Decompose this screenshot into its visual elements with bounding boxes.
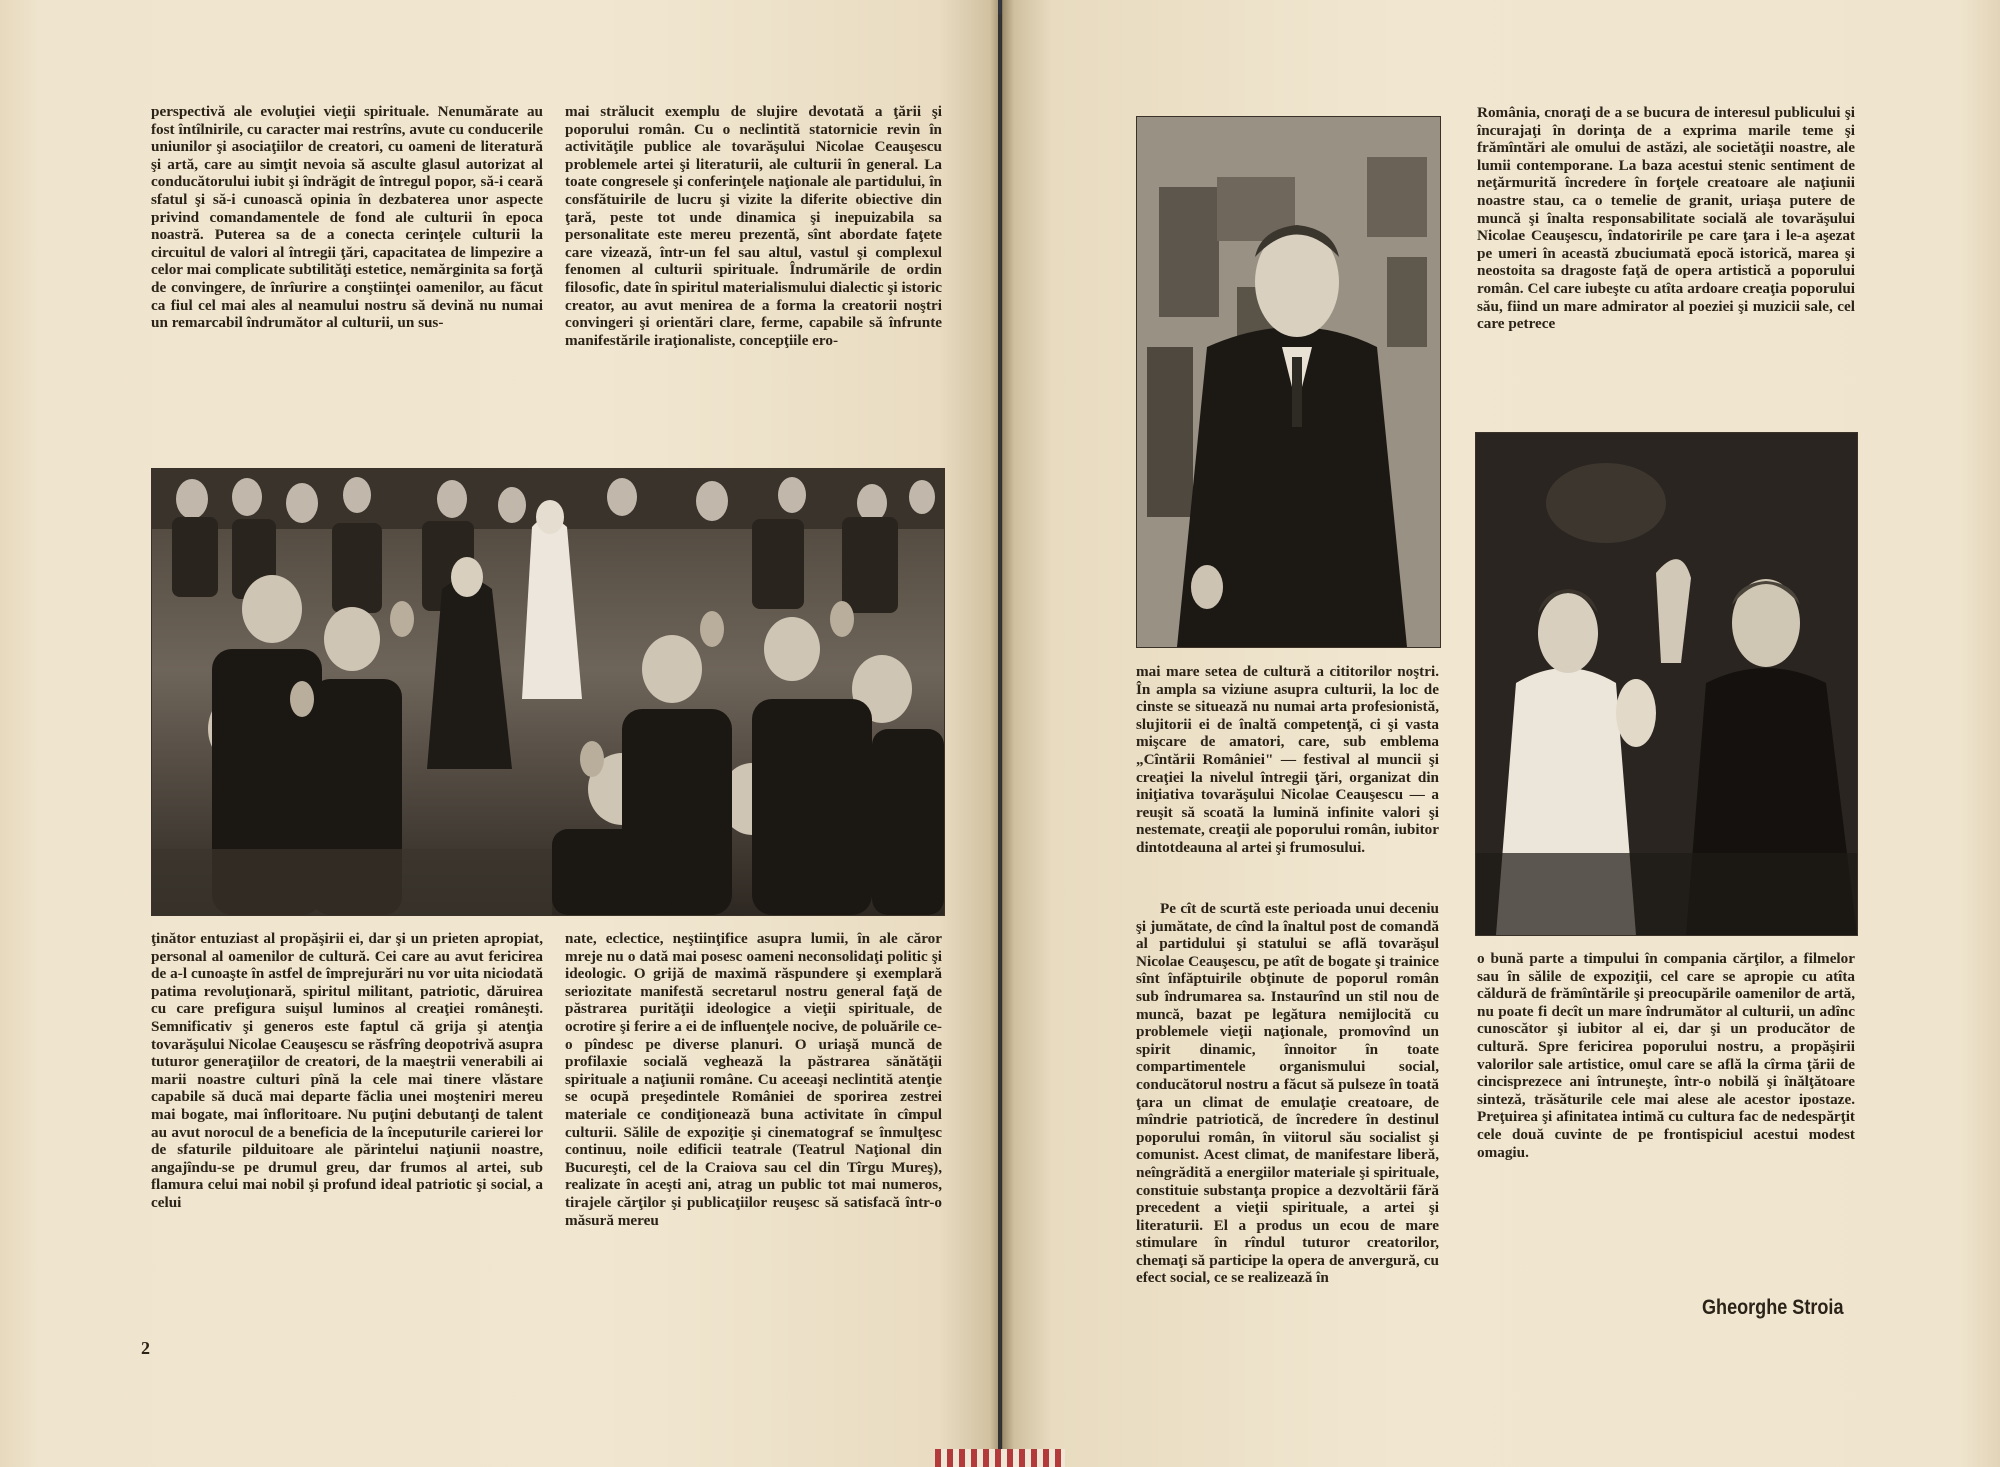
- left-page: [0, 0, 998, 1467]
- right-col-middle-para-1: mai mare setea de cultură a cititorilor noştri. În ampla sa viziune asupra culturii, la loc de cinste se situează nu numai arta profesionistă, slujitorii ei de înaltă competenţă, ci şi vasta mişcare de amatori, care, sub emblema „Cîntării României" — festival al muncii şi creaţiei la nivelul întregii ţări, organizat din iniţiativa tovarăşului Nicolae Ceauşescu — a reuşit să scoată la lumină infinite valori şi nestemate, creaţii ale poporului român, iubitor dintotdeauna al artei şi frumosului.: [1136, 663, 1439, 856]
- right-col-bottom-text: o bună parte a timpului în compania cărţilor, a filmelor sau în sălile de expoziţii, cel care se apropie cu atîta căldură de frămîntările şi preocupările oamenilor de artă, nu poate fi decît un mare îndrumător al culturii, un adînc cunoscător şi iubitor al ei, dar şi un producător de cultură. Spre fericirea poporului nostru, a propăşirii valorilor sale artistice, omul care se află la cîrma ţării de cincisprezece ani întruneşte, într-o nobilă şi înălţătoare sinteză, trăsăturile cele mai alese ale acestor ipostaze. Preţuirea şi afinitatea intimă cu cultura fac de nedespărţit cele două cuvinte de pe frontispiciul acestui modest omagiu.: [1477, 950, 1855, 1161]
- page-number: 2: [141, 1338, 150, 1358]
- waving-couple-photo: [1475, 432, 1858, 936]
- bookmark-ribbon: [935, 1449, 1065, 1467]
- left-col1-top-text: perspectivă ale evoluţiei vieţii spirituale. Nenumărate au fost întîlnirile, cu caracter mai restrîns, avute cu conducerile uniunilor şi asociaţiilor de creatori, cu oameni de literatură şi artă, care au simţit nevoia să asculte glasul autorizat al conducătorului iubit şi îndrăgit de întregul popor, să-i ceară sfatul şi să-i cunoască opinia în dezbaterea unor aspecte privind comandamentele de fond ale culturii în epoca noastră. Puterea sa de a conecta cerinţele culturii la circuitul de valori al întregii ţări, capacitatea de limpezire a celor mai complicate subtilităţi estetice, nemărginita sa forţă de convingere, de înrîurire a conştiinţei oamenilor, au făcut ca fiul cel mai ales al neamului nostru să devină nu numai un remarcabil îndrumător al culturii, un sus-: [151, 103, 543, 332]
- right-col-top-text: România, cnoraţi de a se bucura de interesul publicului şi încurajaţi în dorinţa de a exprima marile teme şi frămîntări ale omului de astăzi, ale societăţii noastre, ale lumii contemporane. La baza acestui stenic sentiment de neţărmurită încredere în forţele creatoare ale naţiunii noastre stau, ca o temelie de granit, uriaşa putere de muncă şi înalta responsabilitate socială ale tovarăşului Nicolae Ceauşescu, îndatoririle pe care ţara i le-a aşezat pe umeri în această zbuciumată epocă istorică, marea şi neostoita sa dragoste faţă de opera artistică a poporului român. Cel care iubeşte cu atîta ardoare creaţia poporului său, fiind un mare admirator al poeziei şi muzicii sale, cel care petrece: [1477, 104, 1855, 333]
- right-col-middle-para-2: Pe cît de scurtă este perioada unui deceniu şi jumătate, de cînd la înaltul post de comandă al partidului şi statului se află tovarăşul Nicolae Ceauşescu, pe atît de bogate şi trainice sînt înfăptuirile obţinute de poporul român sub îndrumarea sa. Instaurînd un stil nou de muncă, bazat pe legătura nemijlocită cu problemele vieţii naţionale, promovînd un spirit dinamic, înnoitor în toate compartimentele organismului social, conducătorul nostru a făcut să pulseze în toată ţara un climat de emulaţie creatoare, de mîndrie patriotică, de încredere în destinul poporului român, în viitorul său socialist şi comunist. Acest climat, de manifestare liberă, neîngrădită a energiilor materiale şi spirituale, constituie substanţa propice a dezvoltării fără precedent a vieţii spirituale, a artei şi literaturii. El a produs un ecou de mare stimulare în rîndul tuturor creatorilor, chemaţi să participe la opera de anvergură, cu efect social, ce se realizează în: [1136, 900, 1439, 1287]
- left-col1-bottom-text: ţinător entuziast al propăşirii ei, dar şi un prieten apropiat, personal al oamenilor de cultură. Cei care au avut fericirea de a-l cunoaşte în astfel de împrejurări nu vor uita niciodată patima revoluţionară, spiritul militant, patriotic, dăruirea cu care prefigura suişul luminos al creaţiei româneşti. Semnificativ şi generos este faptul că grija şi atenţia tovarăşului Nicolae Ceauşescu se răsfrîng deopotrivă asupra tuturor generaţiilor de creatori, de la maeştrii venerabili ai marii noastre culturi pînă la cele mai tinere vlăstare capabile să ducă mai departe făclia unei moşteniri mereu mai bogate, mai înfloritoare. Nu puţini debutanţi de talent au avut norocul de a beneficia de la începuturile carierei lor de sfaturile pilduitoare ale părintelui naţiunii noastre, angajîndu-se pe drumul greu, dar frumos al artei, sub flamura celui mai nobil şi profund ideal patriotic şi social, a celui: [151, 930, 543, 1211]
- left-col2-bottom-text: nate, eclectice, neştiinţifice asupra lumii, în ale căror mreje nu o dată mai posesc oameni neconsolidaţi politic şi ideologic. O grijă de maximă răspundere şi exemplară seriozitate manifestă secretarul nostru general faţă de păstrarea purităţii ideologice a vieţii spirituale, de ocrotire şi ferire a ei de influenţele nocive, de poluările ce-o pîndesc pe diverse planuri. O uriaşă muncă de profilaxie socială veghează la păstrarea sănătăţii spirituale a naţiunii române. Cu aceeaşi neclintită atenţie se ocupă preşedintele României de sporirea zestrei materiale ce condiţionează buna activitate în cîmpul culturii. Sălile de expoziţie şi cinematograf se înmulţesc continuu, noile edificii teatrale (Teatrul Naţional din Bucureşti, cel de la Craiova sau cel din Tîrgu Mureş), realizate în aceşti ani, atrag un public tot mai numeros, tirajele cărţilor şi publicaţiilor reuşesc să satisfacă într-o măsură mereu: [565, 930, 942, 1229]
- right-page: [1002, 0, 2000, 1467]
- left-col2-top-text: mai strălucit exemplu de slujire devotată a ţării şi poporului român. Cu o neclintită statornicie revin în activităţile publice ale tovarăşului Nicolae Ceauşescu problemele artei şi literaturii, ale culturii în general. La toate congresele şi conferinţele naţionale ale partidului, în consfătuirile de lucru şi vizite la diferite obiective din ţară, peste tot unde dinamica şi inepuizabila sa personalitate este mereu prezentă, sînt abordate faţete care vizează, într-un fel sau altul, vastul şi complexul fenomen al culturii spirituale. Îndrumările de ordin filosofic, date în spiritul materialismului dialectic şi istoric creator, au avut menirea de a forma la creatorii noştri convingeri şi orientări clare, ferme, capabile să înfrunte manifestările iraţionaliste, concepţiile ero-: [565, 103, 942, 349]
- audience-applause-photo: [151, 468, 945, 916]
- author-signature: Gheorghe Stroia: [1702, 1296, 1844, 1319]
- book-gutter: [990, 0, 1014, 1467]
- portrait-photo-exhibition: [1136, 116, 1441, 648]
